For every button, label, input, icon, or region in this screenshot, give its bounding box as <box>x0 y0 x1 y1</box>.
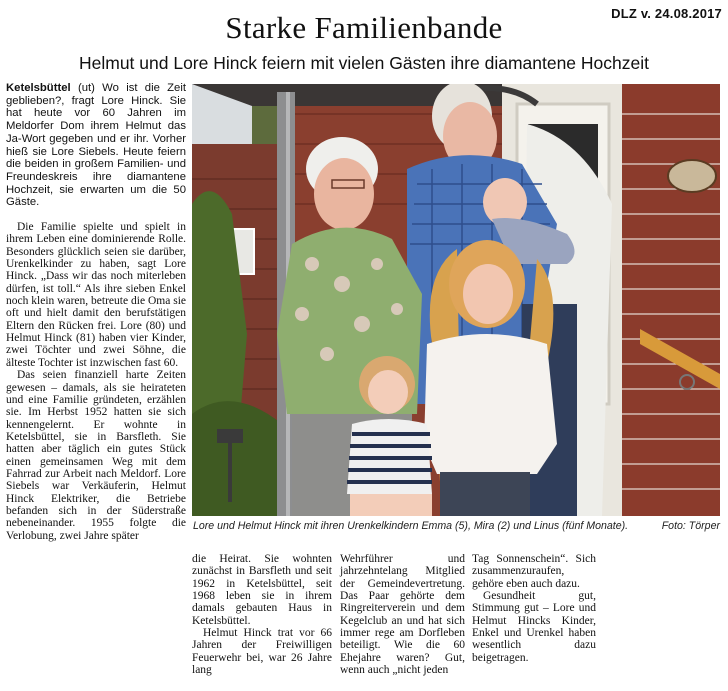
photo-credit: Foto: Törper <box>661 520 720 532</box>
lead-paragraph <box>6 82 186 209</box>
body-paragraph: die Heirat. Sie wohnten zunächst in Barsfleth und seit 1962 in Ketelsbüttel, seit 1968 leben sie in ihrem damals gebauten Haus in Ketelsbüttel. <box>192 553 332 627</box>
body-paragraph: Das seien finanziell harte Zeiten gewesen – damals, als sie heirateten und eine Familie gründeten, erzählen sie. Im Herbst 1952 hatten sie sich kennengelernt. Er wohnte in Ketelsbüttel, sie in Barsfleth. Sie hatten aber täglich ein gutes Stück einen gemeinsamen Weg mit dem Fahrrad zur Arbeit nach Meldorf. Lore Siebels war Verkäuferin, Helmut Hinck Elektriker, die Betriebe befanden sich in der Süderstraße nebeneinander. 1955 folgte die Verlobung, zwei Jahre später <box>6 369 186 542</box>
article-column-4 <box>472 553 596 664</box>
body-paragraph: Tag Sonnenschein“. Sich zusammenzuraufen, gehöre eben auch dazu. <box>472 553 596 590</box>
source-tag: DLZ v. 24.08.2017 <box>611 6 722 21</box>
article-column-2 <box>192 553 332 676</box>
family-photo <box>192 84 720 516</box>
photo-caption <box>193 520 720 533</box>
article-column-3 <box>340 553 465 676</box>
dateline: Ketelsbüttel <box>6 82 71 94</box>
article-column-1 <box>6 82 186 542</box>
body-paragraph: Die Familie spielte und spielt in ihrem Leben eine dominierende Rolle. Besonders glücklich seien sie darüber, Urenkelkinder zu haben, sagt Lore Hinck. „Dass wir das noch miterleben dürfen, ist toll.“ Als ihre sieben Enkel noch klein waren, betreute die Oma sie oft und hielt damit den berufstätigen Eltern den Rücken frei. Lore (80) und Helmut Hinck (81) haben vier Kinder, zwei Töchter und zwei Söhne, die älteste Tochter ist inzwischen fast 60. <box>6 221 186 369</box>
body-paragraph: Wehrführer und jahrzehntelang Mitglied der Gemeindevertretung. Das Paar gehörte dem Ringreiterverein und dem Kegelclub an und hat sich immer rege am Dorfleben beteiligt. Wie die 60 Ehejahre waren? Gut, wenn auch „nicht jeden <box>340 553 465 677</box>
subheadline: Helmut und Lore Hinck feiern mit vielen Gästen ihre diamantene Hochzeit <box>78 53 649 73</box>
caption-text: Lore und Helmut Hinck mit ihren Urenkelkindern Emma (5), Mira (2) und Linus (fünf Monate). <box>193 520 629 532</box>
body-paragraph: Helmut Hinck trat vor 66 Jahren der Freiwilligen Feuerwehr bei, war 26 Jahre lang <box>192 627 332 677</box>
lead-text: (ut) Wo ist die Zeit geblieben?, fragt Lore Hinck. Sie hat heute vor 60 Jahren im Meldorfer Dom ihrem Helmut das Ja-Wort gegeben und er ihr. Vorher hieß sie Lore Siebels. Heute feiern die beiden in großem Familien- und Freundeskreis ihre diamantene Hochzeit, sie erwarten um die 50 Gäste. <box>6 82 186 209</box>
headline: Starke Familienbande <box>225 10 503 45</box>
body-paragraph: Gesundheit gut, Stimmung gut – Lore und Helmut Hincks Kinder, Enkel und Urenkel haben wesentlich dazu beigetragen. <box>472 590 596 664</box>
